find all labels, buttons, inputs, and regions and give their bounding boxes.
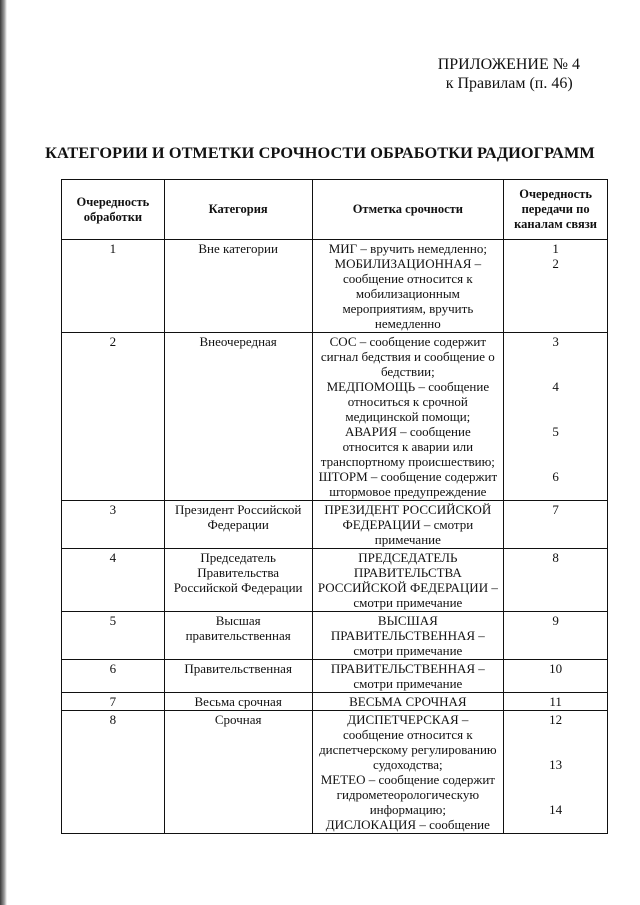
mark-text: ПРАВИТЕЛЬСТВЕННАЯ – смотри примечание: [330, 661, 485, 691]
category-cell: Президент Российской Федерации: [164, 501, 312, 549]
mark-text: ДИСПЕТЧЕРСКАЯ – сообщение относится к диспетчерскому регулированию судоходства;: [319, 712, 497, 772]
order-cell: 8: [62, 711, 165, 834]
mark-text: ВЕСЬМА СРОЧНАЯ: [349, 694, 467, 709]
table-header-row: [62, 180, 608, 240]
mark-cell: [312, 693, 504, 711]
channel-cell: [504, 711, 608, 834]
channel-number: 4: [552, 379, 559, 394]
channel-cell: [504, 240, 608, 333]
channel-cell: [504, 693, 608, 711]
channel-number: 13: [549, 757, 563, 772]
order-cell: 6: [62, 660, 165, 693]
mark-text: ВЫСШАЯ ПРАВИТЕЛЬСТВЕННАЯ – смотри примечание: [330, 613, 485, 658]
scan-left-edge: [0, 0, 7, 905]
order-cell: 4: [62, 549, 165, 612]
channel-number: 8: [552, 550, 559, 565]
urgency-table: [61, 179, 608, 834]
appendix-number: ПРИЛОЖЕНИЕ № 4: [437, 56, 580, 73]
table-row: [62, 612, 608, 660]
mark-text: СОС – сообщение содержит сигнал бедствия и сообщение о бедствии;: [320, 334, 495, 379]
mark-text: ПРЕДСЕДАТЕЛЬ ПРАВИТЕЛЬСТВА РОССИЙСКОЙ ФЕДЕРАЦИИ – смотри примечание: [317, 550, 498, 610]
mark-text: МИГ – вручить немедленно;: [328, 241, 487, 256]
order-cell: 7: [62, 693, 165, 711]
channel-number: 3: [552, 334, 559, 349]
appendix-heading: [438, 55, 580, 93]
mark-cell: [312, 549, 504, 612]
mark-text: ПРЕЗИДЕНТ РОССИЙСКОЙ ФЕДЕРАЦИИ – смотри примечание: [324, 502, 492, 547]
channel-number: 9: [552, 613, 559, 628]
mark-cell: [312, 333, 504, 501]
channel-number: 12: [549, 712, 563, 727]
category-cell: Весьма срочная: [164, 693, 312, 711]
table-row: [62, 333, 608, 501]
category-cell: Срочная: [164, 711, 312, 834]
mark-text: МЕДПОМОЩЬ – сообщение относиться к срочной медицинской помощи;: [326, 379, 490, 424]
category-cell: Внеочередная: [164, 333, 312, 501]
channel-number: 6: [552, 469, 559, 484]
mark-text: ДИСЛОКАЦИЯ – сообщение: [325, 817, 490, 832]
channel-number: 2: [552, 256, 559, 271]
channel-number: 5: [552, 424, 559, 439]
header-order: Очередность обработки: [62, 180, 165, 240]
channel-cell: [504, 333, 608, 501]
channel-cell: [504, 549, 608, 612]
header-channel: Очередность передачи по каналам связи: [504, 180, 608, 240]
appendix-reference: к Правилам (п. 46): [445, 75, 573, 92]
order-cell: 5: [62, 612, 165, 660]
order-cell: 2: [62, 333, 165, 501]
mark-text: МОБИЛИЗАЦИОННАЯ – сообщение относится к мобилизационным мероприятиям, вручить немедленно: [334, 256, 482, 331]
table-row: [62, 549, 608, 612]
channel-number: 14: [549, 802, 563, 817]
mark-cell: [312, 660, 504, 693]
mark-text: АВАРИЯ – сообщение относится к аварии или транспортному происшествию;: [320, 424, 495, 469]
channel-number: 1: [552, 241, 559, 256]
table-row: [62, 693, 608, 711]
mark-cell: [312, 612, 504, 660]
category-cell: Правительственная: [164, 660, 312, 693]
channel-cell: [504, 660, 608, 693]
order-cell: 1: [62, 240, 165, 333]
order-cell: 3: [62, 501, 165, 549]
table-row: [62, 240, 608, 333]
mark-cell: [312, 501, 504, 549]
mark-cell: [312, 711, 504, 834]
channel-cell: [504, 612, 608, 660]
channel-number: 11: [549, 694, 562, 709]
channel-cell: [504, 501, 608, 549]
category-cell: Председатель Правительства Российской Федерации: [164, 549, 312, 612]
mark-text: МЕТЕО – сообщение содержит гидрометеорологическую информацию;: [320, 772, 495, 817]
header-category: Категория: [164, 180, 312, 240]
table-row: [62, 711, 608, 834]
category-cell: Высшая правительственная: [164, 612, 312, 660]
mark-cell: [312, 240, 504, 333]
table-row: [62, 501, 608, 549]
header-mark: Отметка срочности: [312, 180, 504, 240]
document-title: КАТЕГОРИИ И ОТМЕТКИ СРОЧНОСТИ ОБРАБОТКИ РАДИОГРАММ: [45, 143, 595, 162]
category-cell: Вне категории: [164, 240, 312, 333]
mark-text: ШТОРМ – сообщение содержит штормовое предупреждение: [318, 469, 498, 499]
channel-number: 10: [549, 661, 563, 676]
channel-number: 7: [552, 502, 559, 517]
table-row: [62, 660, 608, 693]
